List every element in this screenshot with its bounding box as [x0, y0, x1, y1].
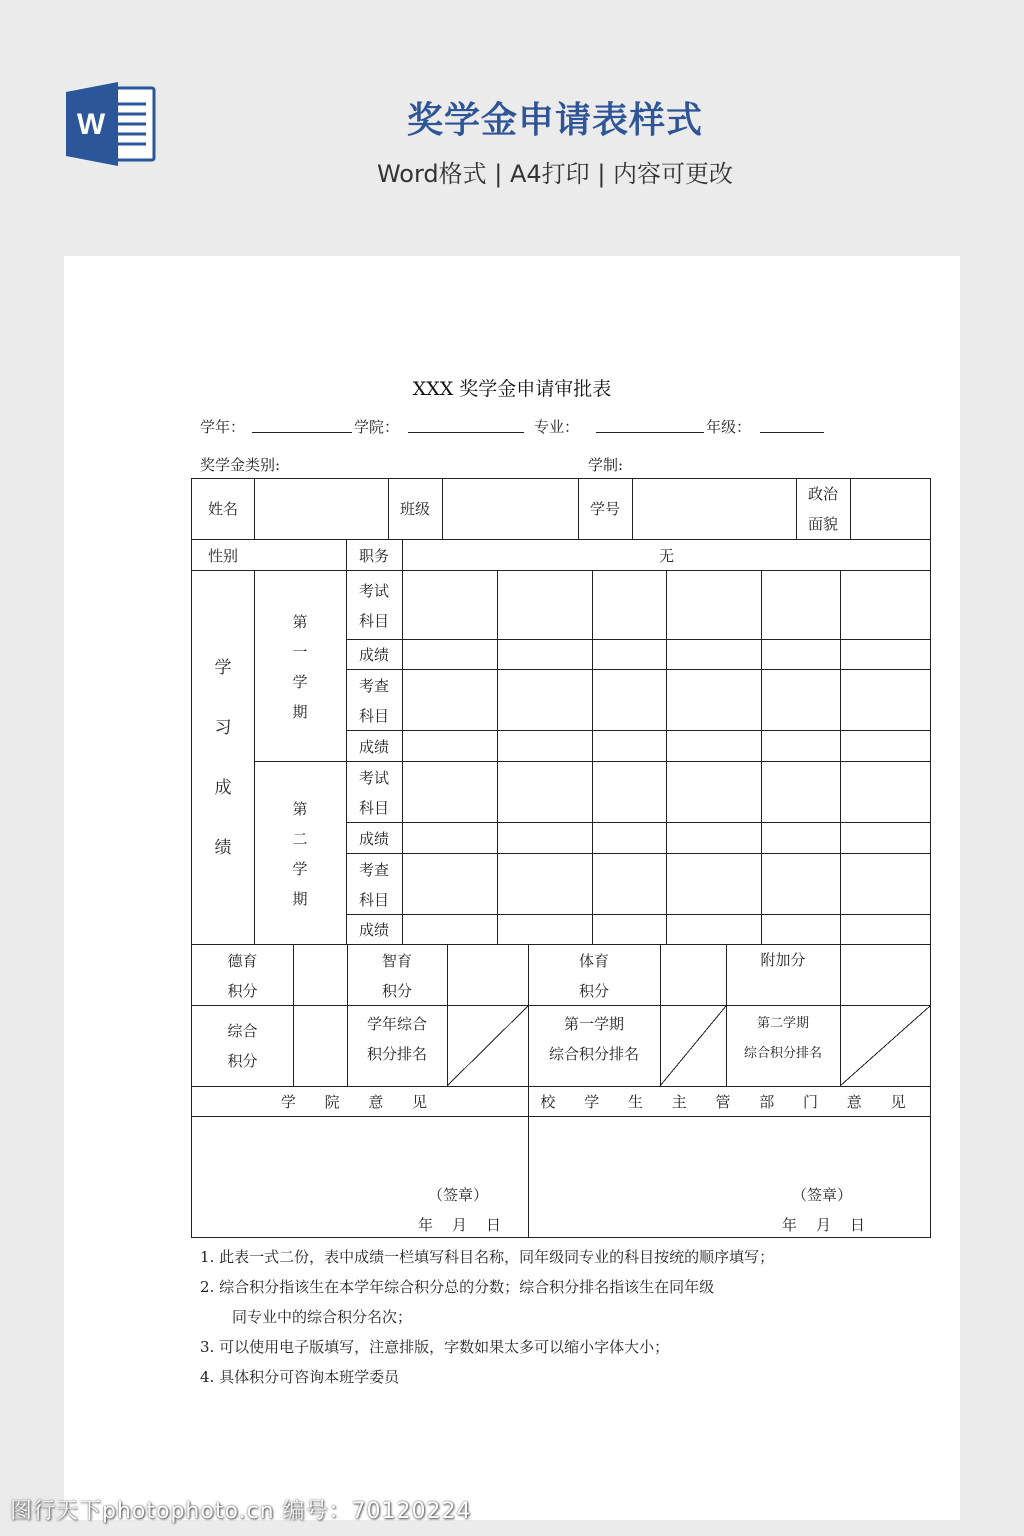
major-field[interactable]: [596, 432, 704, 433]
year-label: 学年：: [200, 418, 246, 436]
college-opinion-label: 学 院 意 见: [280, 1093, 440, 1111]
page-subtitle: Word格式 | A4打印 | 内容可更改: [376, 160, 734, 188]
year-field[interactable]: [252, 432, 352, 433]
schooling-label: 学制:: [588, 456, 624, 474]
note-2-continued: 同专业中的综合积分名次；: [232, 1308, 413, 1326]
grade-label: 年级：: [706, 418, 752, 436]
note-2: 2. 综合积分指该生在本学年综合积分总的分数；综合积分排名指该生在同年级: [200, 1278, 715, 1296]
admin-opinion-field[interactable]: [529, 1118, 929, 1190]
college-opinion-field[interactable]: [193, 1118, 527, 1190]
s1-check-score-label: 成绩: [358, 737, 389, 756]
note-3: 3. 可以使用电子版填写，注意排版，字数如果太多可以缩小字体大小；: [200, 1338, 670, 1356]
intellectual-points-field[interactable]: [448, 946, 528, 1005]
semester-two-rank-label: 第二学期 综合积分排名: [743, 1016, 822, 1061]
watermark-text: 图行天下photophoto.cn 编号：70120224: [10, 1499, 472, 1524]
moral-points-field[interactable]: [294, 946, 347, 1005]
s2-check-subject-label: 考查 科目: [358, 860, 389, 909]
s2-exam-subject-label: 考试 科目: [358, 768, 389, 817]
college-seal-label: （签章）: [428, 1186, 489, 1204]
word-document-icon: [66, 82, 156, 166]
grade-field[interactable]: [760, 432, 824, 433]
s2-exam-score-label: 成绩: [358, 829, 389, 848]
physical-points-label: 体育 积分: [578, 951, 609, 1000]
s1-check-subject-label: 考查 科目: [358, 676, 389, 725]
s2-check-score-label: 成绩: [358, 921, 389, 939]
college-date-label: 年 月 日: [418, 1216, 504, 1234]
name-field[interactable]: [255, 479, 388, 539]
political-status-label: 政治 面貌: [807, 485, 838, 533]
bonus-points-field[interactable]: [841, 946, 930, 1005]
major-label: 专业：: [534, 418, 580, 436]
political-status-field[interactable]: [851, 479, 930, 539]
s1-exam-score-label: 成绩: [358, 646, 389, 664]
physical-points-field[interactable]: [661, 946, 726, 1005]
word-icon-letter: W: [76, 108, 106, 141]
s1-exam-subject-label: 考试 科目: [358, 581, 389, 630]
gender-field[interactable]: [255, 541, 346, 570]
intellectual-points-label: 智育 积分: [381, 951, 412, 1000]
category-label: 奖学金类别:: [200, 456, 281, 474]
student-no-label: 学号: [589, 500, 620, 518]
position-value[interactable]: 无: [658, 546, 674, 565]
college-field[interactable]: [408, 432, 524, 433]
document-title: XXX 奖学金申请审批表: [412, 378, 612, 400]
composite-points-field[interactable]: [294, 1007, 347, 1085]
note-4: 4. 具体积分可咨询本班学委员: [200, 1368, 400, 1386]
bonus-points-label: 附加分: [760, 951, 806, 969]
college-label: 学院：: [354, 418, 400, 436]
page-title: 奖学金申请表样式: [406, 100, 703, 141]
admin-seal-label: （签章）: [792, 1186, 853, 1204]
class-field[interactable]: [443, 479, 578, 539]
name-label: 姓名: [207, 500, 238, 518]
note-1: 1. 此表一式二份，表中成绩一栏填写科目名称，同年级同专业的科目按统的顺序填写；: [200, 1248, 775, 1266]
semester-one-rank-label: 第一学期 综合积分排名: [548, 1015, 639, 1063]
document-page: [64, 256, 960, 1520]
composite-points-label: 综合 积分: [227, 1022, 258, 1070]
moral-points-label: 德育 积分: [227, 951, 258, 1000]
student-no-field[interactable]: [633, 479, 796, 539]
year-rank-label: 学年综合 积分排名: [366, 1015, 427, 1063]
semester-one-label: 第 一 学 期: [292, 612, 308, 721]
semester-two-label: 第 二 学 期: [292, 799, 308, 908]
position-label: 职务: [358, 546, 389, 565]
class-label: 班级: [399, 500, 430, 518]
gender-label: 性别: [207, 546, 238, 565]
admin-opinion-label: 校 学 生 主 管 部 门 意 见: [540, 1093, 918, 1111]
academic-results-label: 学 习 成 绩: [214, 658, 232, 858]
admin-date-label: 年 月 日: [782, 1216, 868, 1234]
